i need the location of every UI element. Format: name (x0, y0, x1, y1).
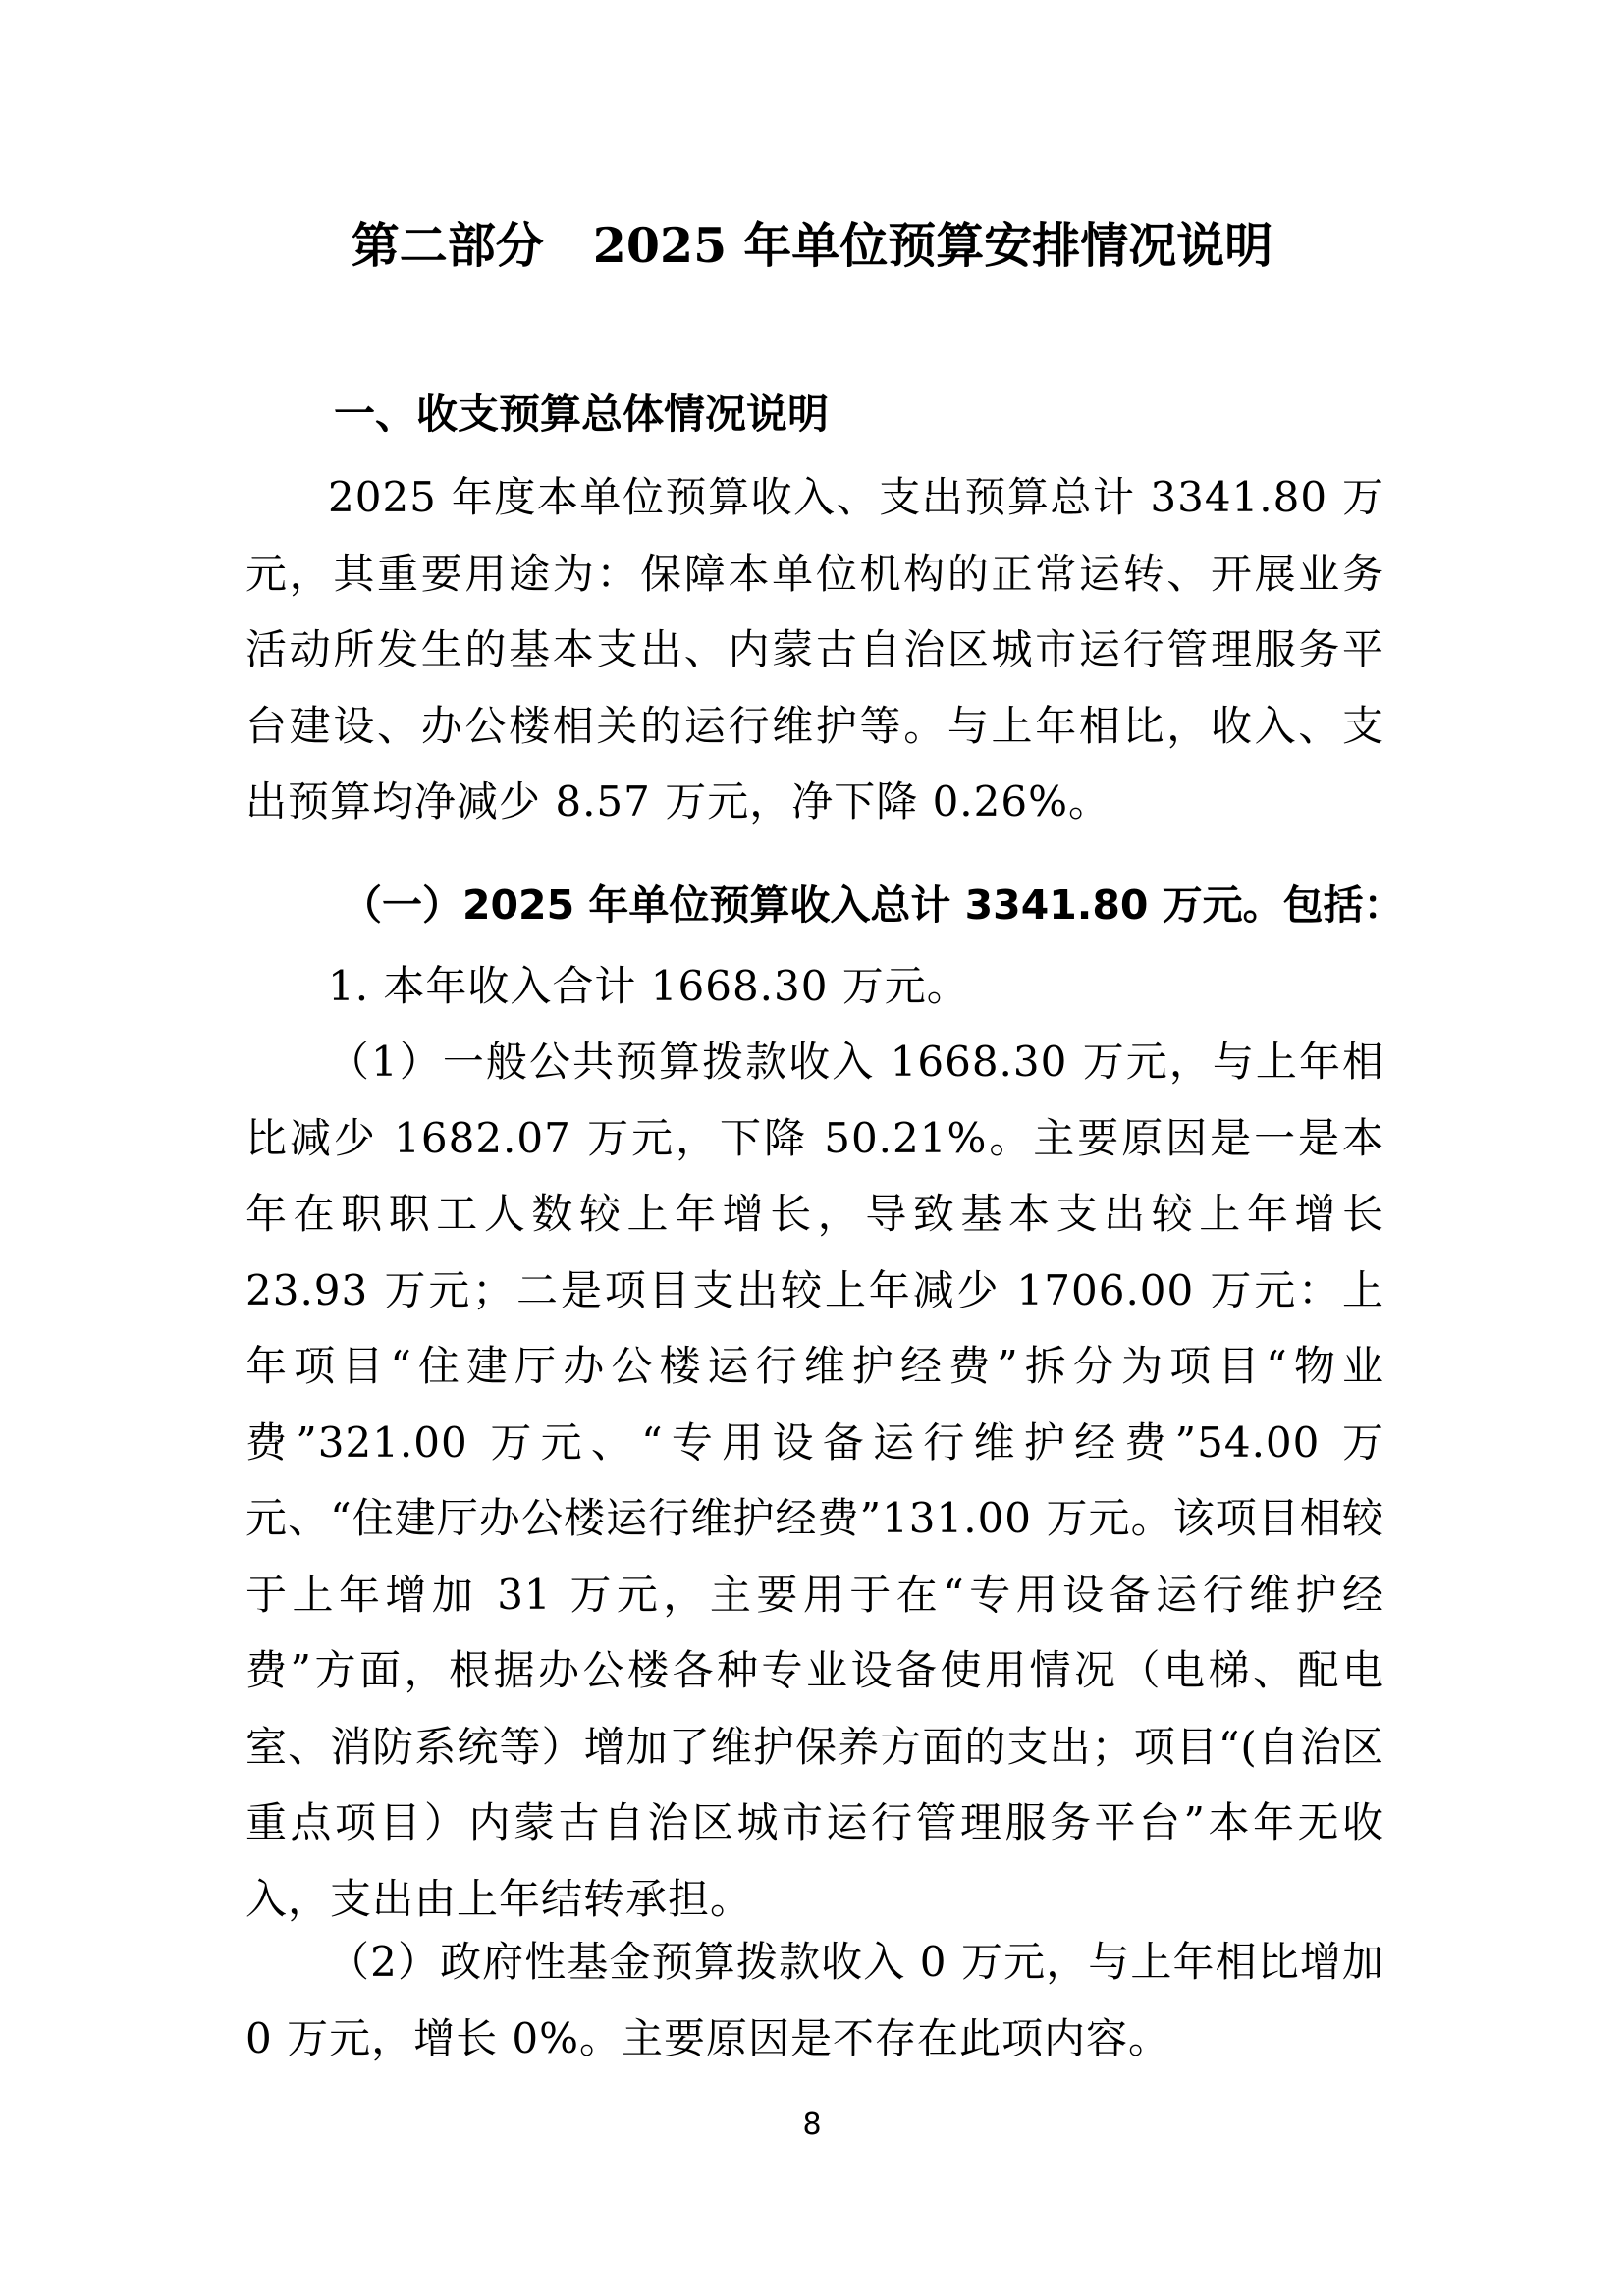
page-number: 8 (802, 2108, 822, 2142)
overview-paragraph: 2025 年度本单位预算收入、支出预算总计 3341.80 万元，其重要用途为：保障本单位机构的正常运转、开展业务活动所发生的基本支出、内蒙古自治区城市运行管理服务平台建设、办公楼相关的运行维护等。与上年相比，收入、支出预算均净减少 8.57 万元，净下降 0.26%。 (245, 473, 1384, 826)
fund-budget-paragraph: （2）政府性基金预算拨款收入 0 万元，与上年相比增加 0 万元，增长 0%。主要原因是不存在此项内容。 (245, 1938, 1384, 2062)
income-subheading: （一）2025 年单位预算收入总计 3341.80 万元。包括： (342, 881, 1404, 929)
page-title (0, 201, 1624, 290)
title-text: 2025 年单位预算安排情况说明 (592, 217, 1273, 274)
income-item-1: 1. 本年收入合计 1668.30 万元。 (328, 962, 969, 1010)
general-budget-paragraph: （1）一般公共预算拨款收入 1668.30 万元，与上年相比减少 1682.07 万元，下降 50.21%。主要原因是一是本年在职职工人数较上年增长，导致基本支出较上年增长 23.93 万元；二是项目支出较上年减少 1706.00 万元：上年项目“住建厅办公楼运行维护经费”拆分为项目“物业费”321.00 万元、“专用设备运行维护经费”54.00 万元、“住建厅办公楼运行维护经费”131.00 万元。该项目相较于上年增加 31 万元，主要用于在“专用设备运行维护经费”方面，根据办公楼各种专业设备使用情况（电梯、配电室、消防系统等）增加了维护保养方面的支出；项目“(自治区重点项目）内蒙古自治区城市运行管理服务平台”本年无收入，支出由上年结转承担。 (245, 1038, 1384, 1923)
section-heading: 一、收支预算总体情况说明 (334, 390, 830, 438)
title-part-label: 第二部分 (351, 217, 544, 274)
